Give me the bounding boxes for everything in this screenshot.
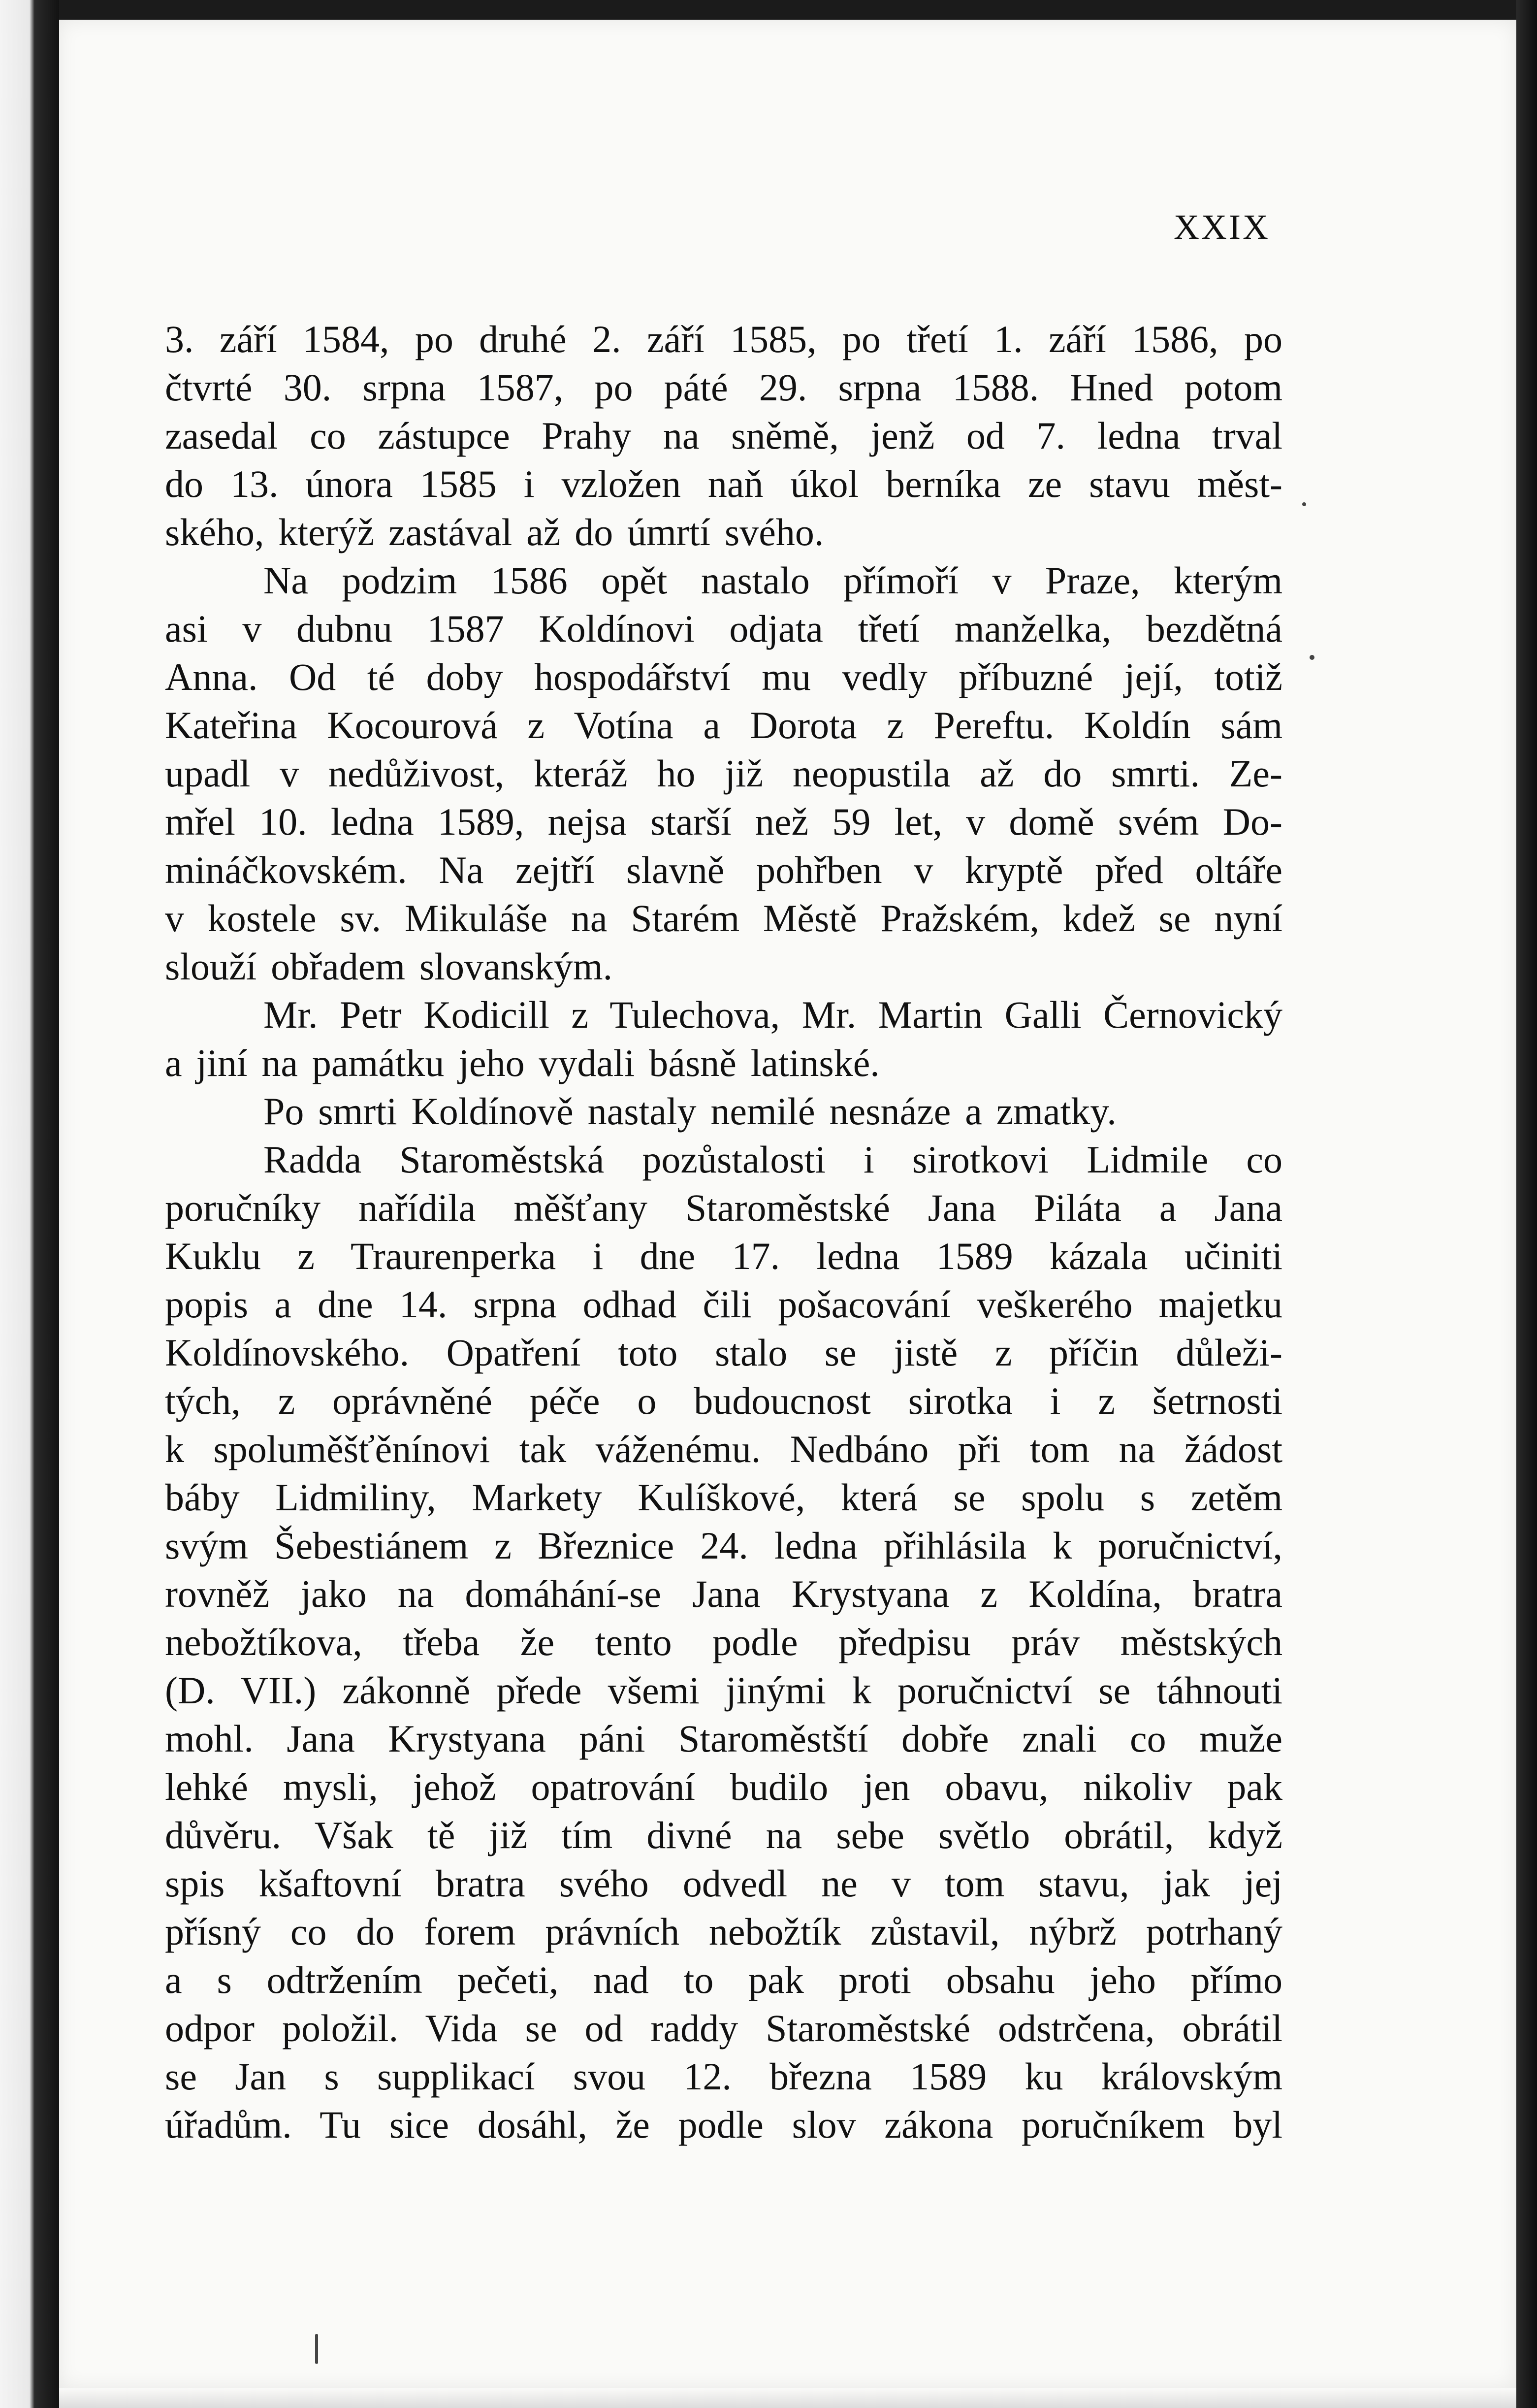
text-line: tých, z oprávněné péče o budoucnost sirotka i z šetrnosti [165,1379,1282,1422]
text-line: spis kšaftovní bratra svého odvedl ne v tom stavu, jak jej [165,1862,1282,1905]
text-line: asi v dubnu 1587 Koldínovi odjata třetí manželka, bezdětná [165,607,1282,650]
text-line: Mr. Petr Kodicill z Tulechova, Mr. Martin Galli Černovický [263,993,1282,1036]
scan-left-edge [0,0,59,2408]
text-line: ského, kterýž zastával až do úmrtí svého. [165,511,824,553]
scan-bottom-edge [59,2388,1516,2408]
text-line: v kostele sv. Mikuláše na Starém Městě Pražském, kdež se nyní [165,897,1282,940]
text-line: poručníky nařídila měšťany Staroměstské Jana Piláta a Jana [165,1186,1282,1229]
text-line: a jiní na památku jeho vydali básně latinské. [165,1041,880,1084]
text-line: rovněž jako na domáhání-se Jana Krystyana z Koldína, bratra [165,1572,1282,1615]
text-line: a s odtržením pečeti, nad to pak proti obsahu jeho přímo [165,1958,1282,2001]
text-line: (D. VII.) zákonně přede všemi jinými k poručnictví se táhnouti [165,1669,1282,1712]
text-line: popis a dne 14. srpna odhad čili pošacování veškerého majetku [165,1283,1282,1326]
text-line: do 13. února 1585 i vzložen naň úkol berníka ze stavu měst- [165,462,1282,505]
text-line: Anna. Od té doby hospodářství mu vedly příbuzné její, totiž [165,655,1282,698]
text-line: upadl v nedůživost, kteráž ho již neopustila až do smrti. Ze- [165,752,1282,795]
text-line: 3. září 1584, po druhé 2. září 1585, po třetí 1. září 1586, po [165,318,1282,360]
text-line: úřadům. Tu sice dosáhl, že podle slov zákona poručníkem byl [165,2103,1282,2146]
text-line: čtvrté 30. srpna 1587, po páté 29. srpna 1588. Hned potom [165,366,1282,409]
text-line: Kuklu z Traurenperka i dne 17. ledna 1589 kázala učiniti [165,1235,1282,1277]
text-line: lehké mysli, jehož opatrování budilo jen obavu, nikoliv pak [165,1765,1282,1808]
text-line: Po smrti Koldínově nastaly nemilé nesnáze a zmatky. [263,1090,1117,1133]
speck [1302,502,1306,506]
body-text [165,315,1282,2149]
text-line: mřel 10. ledna 1589, nejsa starší než 59 let, v domě svém Do- [165,800,1282,843]
page-number: XXIX [1174,207,1270,247]
text-line: slouží obřadem slovanským. [165,945,613,988]
book-page [59,20,1516,2388]
scan-right-edge [1516,0,1537,2408]
text-line: mohl. Jana Krystyana páni Staroměstští dobře znali co muže [165,1717,1282,1760]
text-line: báby Lidmiliny, Markety Kulíškové, která se spolu s zetěm [165,1476,1282,1519]
text-line: zasedal co zástupce Prahy na sněmě, jenž od 7. ledna trval [165,414,1282,457]
text-line: přísný co do forem právních nebožtík zůstavil, nýbrž potrhaný [165,1910,1282,1953]
text-line: Koldínovského. Opatření toto stalo se jistě z příčin důleži- [165,1331,1282,1374]
text-line: Radda Staroměstská pozůstalosti i sirotkovi Lidmile co [263,1138,1282,1181]
text-line: mináčkovském. Na zejtří slavně pohřben v kryptě před oltáře [165,848,1282,891]
text-line: důvěru. Však tě již tím divné na sebe světlo obrátil, když [165,1814,1282,1856]
text-line: nebožtíkova, třeba že tento podle předpisu práv městských [165,1621,1282,1663]
text-line: se Jan s supplikací svou 12. března 1589 ku královským [165,2055,1282,2098]
speck [315,2334,318,2364]
speck [1310,655,1314,660]
text-line: svým Šebestiánem z Březnice 24. ledna přihlásila k poručnictví, [165,1524,1282,1567]
text-line: k spoluměšťěnínovi tak váženému. Nedbáno při tom na žádost [165,1428,1282,1470]
text-line: Na podzim 1586 opět nastalo přímoří v Praze, kterým [263,559,1282,602]
text-line: odpor položil. Vida se od raddy Staroměstské odstrčena, obrátil [165,2007,1282,2050]
text-line: Kateřina Kocourová z Votína a Dorota z Pereftu. Koldín sám [165,704,1282,747]
